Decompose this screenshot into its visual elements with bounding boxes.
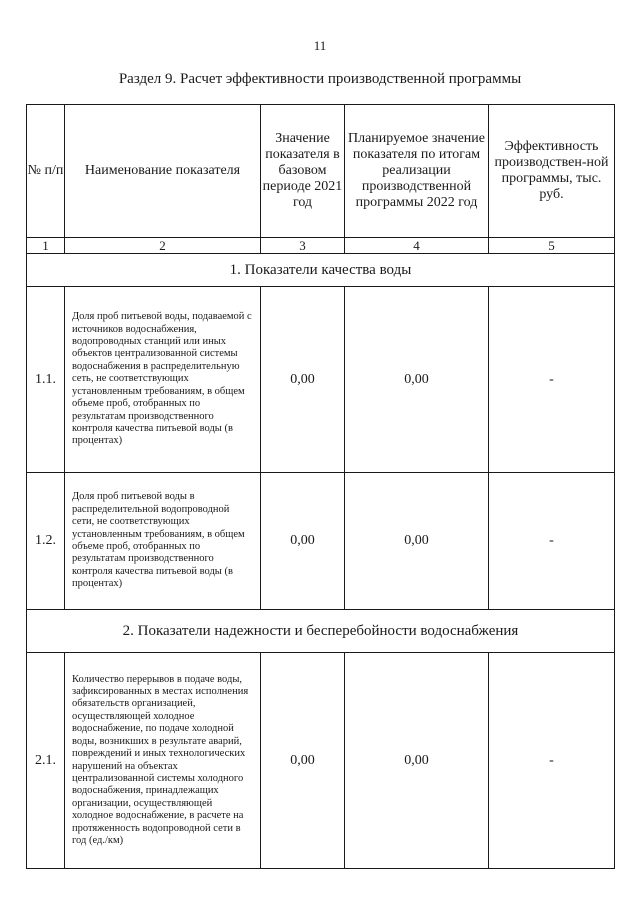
efficiency-table bbox=[26, 104, 615, 869]
efficiency-value: - bbox=[489, 287, 615, 473]
section-row bbox=[27, 610, 615, 653]
page-number: 11 bbox=[313, 38, 327, 53]
table-row bbox=[27, 653, 615, 869]
indicator-name: Доля проб питьевой воды, подаваемой с источников водоснабжения, водопроводных станций или иных объектов централизованной системы водоснабжения в распределительную сеть, не соответствующих установленным требованиям, в общем объеме проб, отобранных по результатам производственного контроля качества питьевой воды (в процентах) bbox=[65, 287, 261, 473]
indicator-name: Количество перерывов в подаче воды, зафиксированных в местах исполнения обязательств организацией, осуществляющей холодное водоснабжение, по подаче холодной воды, возникших в результате аварий, повреждений и иных технологических нарушений на объектах централизованной системы холодного водоснабжения, принадлежащих организации, осуществляющей холодное водоснабжение, в расчете на протяженность водопроводной сети в год (ед./км) bbox=[65, 653, 261, 869]
table-header-row bbox=[27, 105, 615, 238]
section-row bbox=[27, 254, 615, 287]
column-number: 5 bbox=[489, 238, 615, 254]
planned-value: 0,00 bbox=[345, 473, 489, 610]
column-number-row bbox=[27, 238, 615, 254]
planned-value: 0,00 bbox=[345, 287, 489, 473]
indicator-name: Доля проб питьевой воды в распределительной водопроводной сети, не соответствующих установленным требованиям, в общем объеме проб, отобранных по результатам производственного контроля качества питьевой воды (в процентах) bbox=[65, 473, 261, 610]
header-planned-value: Планируемое значение показателя по итогам реализации производственной программы 2022 год bbox=[345, 105, 489, 238]
column-number: 2 bbox=[65, 238, 261, 254]
header-indicator-name: Наименование показателя bbox=[65, 105, 261, 238]
column-number: 3 bbox=[261, 238, 345, 254]
base-value: 0,00 bbox=[261, 653, 345, 869]
row-number: 1.2. bbox=[27, 473, 65, 610]
header-number: № п/п bbox=[27, 105, 65, 238]
header-base-value: Значение показателя в базовом периоде 2021 год bbox=[261, 105, 345, 238]
row-number: 2.1. bbox=[27, 653, 65, 869]
base-value: 0,00 bbox=[261, 287, 345, 473]
base-value: 0,00 bbox=[261, 473, 345, 610]
efficiency-value: - bbox=[489, 473, 615, 610]
table-row bbox=[27, 287, 615, 473]
header-efficiency: Эффективность производствен-ной программы, тыс. руб. bbox=[489, 105, 615, 238]
section-title: Раздел 9. Расчет эффективности производственной программы bbox=[118, 71, 522, 87]
table-row bbox=[27, 473, 615, 610]
efficiency-value: - bbox=[489, 653, 615, 869]
planned-value: 0,00 bbox=[345, 653, 489, 869]
row-number: 1.1. bbox=[27, 287, 65, 473]
section-heading: 2. Показатели надежности и бесперебойности водоснабжения bbox=[27, 610, 615, 653]
section-heading: 1. Показатели качества воды bbox=[27, 254, 615, 287]
column-number: 4 bbox=[345, 238, 489, 254]
column-number: 1 bbox=[27, 238, 65, 254]
